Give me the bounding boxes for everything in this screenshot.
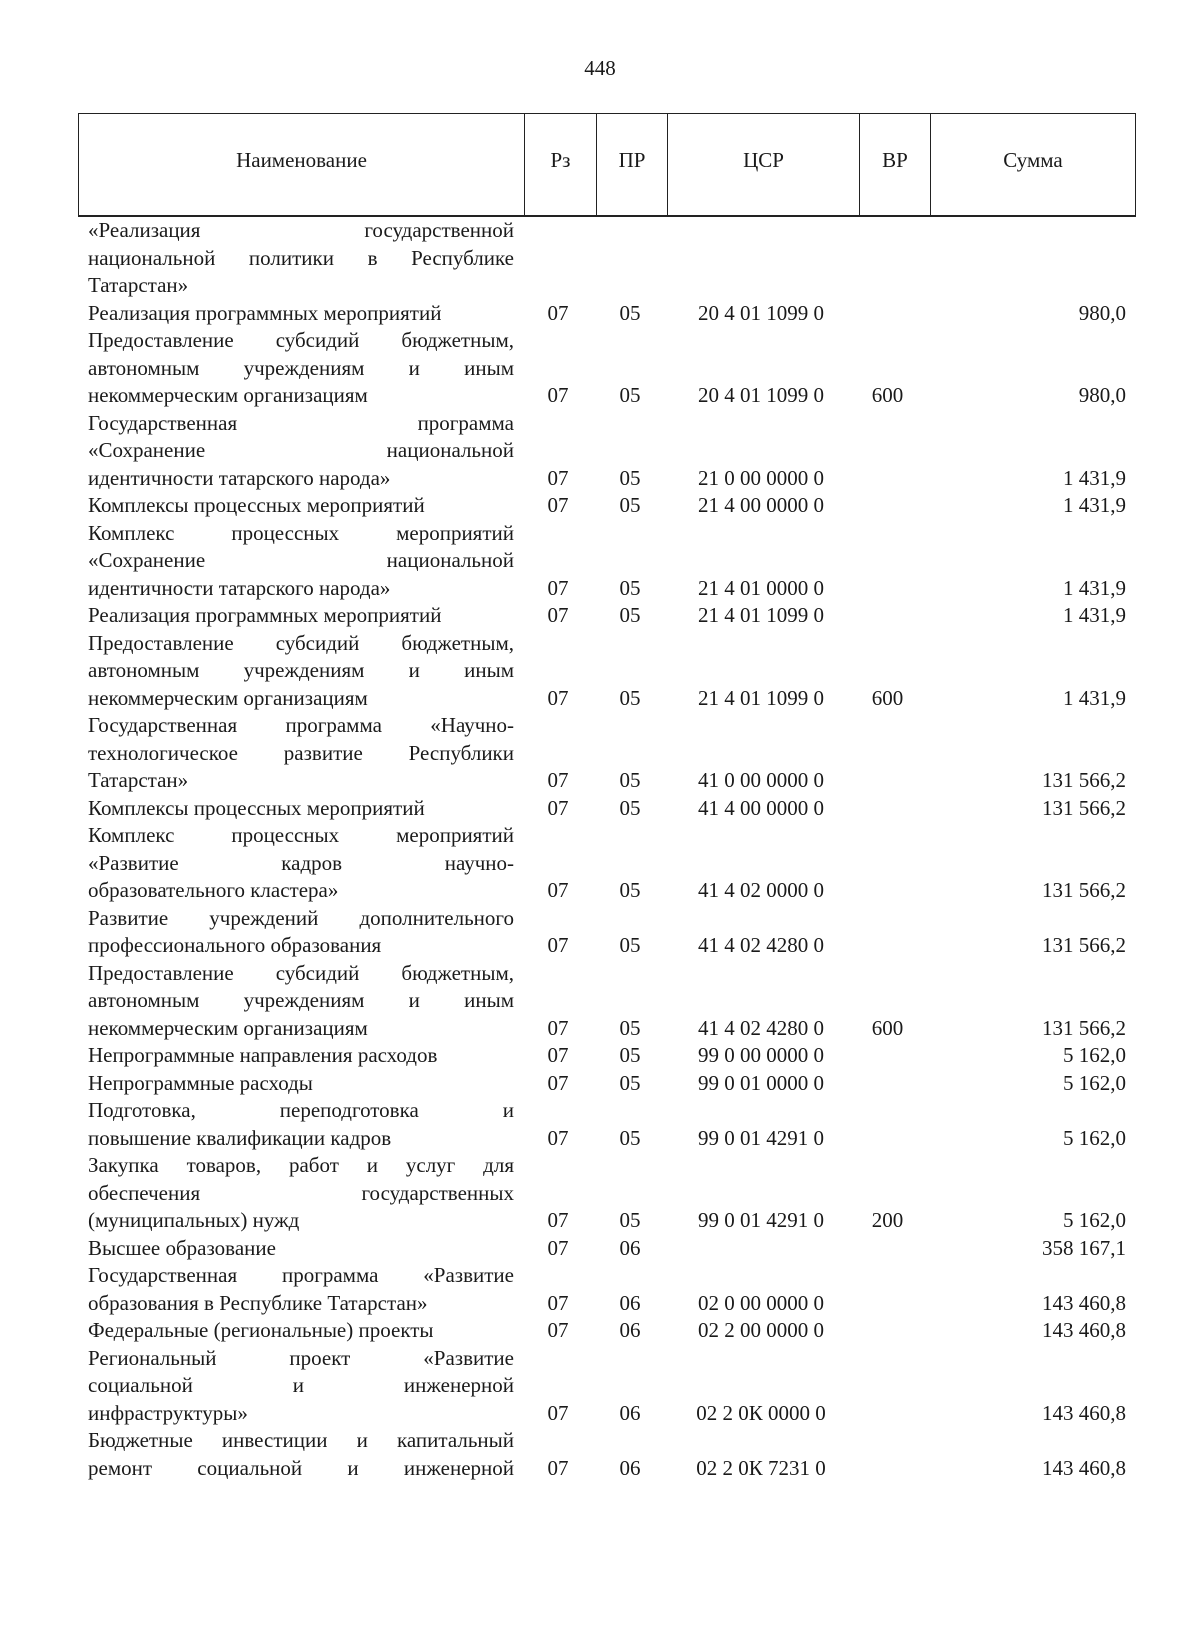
row-pr: 06 <box>619 1235 641 1260</box>
row-pr: 05 <box>619 465 641 490</box>
table-row <box>88 410 1136 493</box>
table-row <box>88 602 1136 630</box>
row-name-line: обеспечения государственных <box>88 1180 514 1205</box>
row-name <box>88 905 514 960</box>
row-name-line: «Реализация государственной <box>88 218 514 242</box>
row-sum: 131 566,2 <box>1042 933 1126 957</box>
row-rz: 07 <box>547 1400 569 1425</box>
header-name: Наименование <box>79 114 525 215</box>
row-pr: 05 <box>619 1070 641 1095</box>
row-name <box>88 1070 514 1098</box>
row-pr: 06 <box>619 1318 641 1342</box>
row-sum: 5 162,0 <box>1063 1070 1126 1095</box>
table-body <box>88 217 1136 1482</box>
row-sum: 143 460,8 <box>1042 1290 1126 1315</box>
row-pr: 05 <box>619 603 641 627</box>
row-name-line: Реализация программных мероприятий <box>88 603 442 627</box>
row-name-line: некоммерческим организациям <box>88 685 368 710</box>
row-pr: 05 <box>619 493 641 517</box>
row-pr: 05 <box>619 1125 641 1150</box>
row-name-line: Предоставление субсидий бюджетным, <box>88 960 514 985</box>
row-name-line: (муниципальных) нужд <box>88 1208 300 1232</box>
row-name-line: Государственная программа «Развитие <box>88 1263 514 1287</box>
row-name-line: Региональный проект «Развитие <box>88 1345 514 1370</box>
row-name <box>88 327 514 410</box>
row-name <box>88 822 514 905</box>
row-name <box>88 712 514 795</box>
row-sum: 1 431,9 <box>1063 685 1126 710</box>
row-vr: 600 <box>871 383 904 407</box>
row-name <box>88 1152 514 1235</box>
row-name-line: автономным учреждениям и иным <box>88 658 514 682</box>
row-name-line: технологическое развитие Республики <box>88 740 514 765</box>
row-name-line: Развитие учреждений дополнительного <box>88 905 514 930</box>
row-name-line: инфраструктуры» <box>88 1400 248 1425</box>
row-name <box>88 492 514 520</box>
row-name-line: «Сохранение национальной <box>88 548 514 572</box>
row-csr: 02 0 00 0000 0 <box>698 1290 824 1315</box>
table-row <box>88 1427 1136 1482</box>
table-row <box>88 905 1136 960</box>
row-name-line: Татарстан» <box>88 768 189 792</box>
row-name <box>88 1317 514 1345</box>
row-pr: 05 <box>619 795 641 820</box>
row-name <box>88 960 514 1043</box>
table-row <box>88 1235 1136 1263</box>
row-csr: 99 0 01 0000 0 <box>698 1070 824 1095</box>
table-header <box>78 113 1136 217</box>
row-sum: 131 566,2 <box>1042 795 1126 820</box>
row-name-line: Комплекс процессных мероприятий <box>88 520 514 545</box>
row-name-line: образовательного кластера» <box>88 878 339 902</box>
row-name <box>88 795 514 823</box>
row-rz: 07 <box>547 685 569 710</box>
row-csr: 99 0 01 4291 0 <box>698 1125 824 1150</box>
row-rz: 07 <box>547 1235 569 1260</box>
row-csr: 02 2 0К 0000 0 <box>696 1400 826 1425</box>
row-pr: 05 <box>619 768 641 792</box>
row-sum: 131 566,2 <box>1042 878 1126 902</box>
row-sum: 143 460,8 <box>1042 1400 1126 1425</box>
row-name-line: Комплексы процессных мероприятий <box>88 795 425 820</box>
row-name-line: Бюджетные инвестиции и капитальный <box>88 1428 514 1452</box>
row-rz: 07 <box>547 878 569 902</box>
header-pr: ПР <box>597 114 668 215</box>
row-pr: 05 <box>619 575 641 600</box>
row-rz: 07 <box>547 795 569 820</box>
row-pr: 05 <box>619 1015 641 1040</box>
row-rz: 07 <box>547 300 569 325</box>
row-csr: 21 4 01 1099 0 <box>698 685 824 710</box>
row-name <box>88 602 514 630</box>
table-row <box>88 1070 1136 1098</box>
row-name <box>88 1262 514 1317</box>
row-rz: 07 <box>547 383 569 407</box>
table-row <box>88 795 1136 823</box>
row-csr: 02 2 0К 7231 0 <box>696 1455 826 1480</box>
row-name <box>88 520 514 603</box>
row-name <box>88 217 514 300</box>
row-pr: 06 <box>619 1455 641 1480</box>
row-rz: 07 <box>547 1070 569 1095</box>
table-row <box>88 217 1136 300</box>
row-name <box>88 1427 514 1482</box>
row-csr: 99 0 00 0000 0 <box>698 1043 824 1067</box>
row-csr: 20 4 01 1099 0 <box>698 300 824 325</box>
table-row <box>88 1097 1136 1152</box>
row-sum: 131 566,2 <box>1042 768 1126 792</box>
table-row <box>88 960 1136 1043</box>
row-name-line: Федеральные (региональные) проекты <box>88 1318 434 1342</box>
row-rz: 07 <box>547 1455 569 1480</box>
page-number: 448 <box>584 56 616 80</box>
row-pr: 05 <box>619 300 641 325</box>
row-rz: 07 <box>547 1125 569 1150</box>
row-sum: 5 162,0 <box>1063 1208 1126 1232</box>
row-name-line: некоммерческим организациям <box>88 383 368 407</box>
row-rz: 07 <box>547 1043 569 1067</box>
row-name <box>88 630 514 713</box>
row-vr: 200 <box>871 1208 904 1232</box>
row-name <box>88 1345 514 1428</box>
row-sum: 143 460,8 <box>1042 1318 1126 1342</box>
row-rz: 07 <box>547 768 569 792</box>
row-pr: 05 <box>619 685 641 710</box>
table-row <box>88 712 1136 795</box>
row-rz: 07 <box>547 575 569 600</box>
row-csr: 99 0 01 4291 0 <box>698 1208 824 1232</box>
row-csr: 20 4 01 1099 0 <box>698 383 824 407</box>
table-row <box>88 1262 1136 1317</box>
header-vr: ВР <box>860 114 931 215</box>
row-pr: 05 <box>619 383 641 407</box>
row-name-line: Непрограммные расходы <box>88 1070 313 1095</box>
row-sum: 1 431,9 <box>1063 493 1126 517</box>
table-row <box>88 630 1136 713</box>
row-csr: 21 0 00 0000 0 <box>698 465 824 490</box>
row-sum: 5 162,0 <box>1063 1043 1126 1067</box>
table-row <box>88 300 1136 328</box>
header-rz: Рз <box>525 114 597 215</box>
header-sum: Сумма <box>1003 148 1063 172</box>
row-name-line: Подготовка, переподготовка и <box>88 1098 514 1122</box>
row-rz: 07 <box>547 465 569 490</box>
row-name <box>88 1235 514 1263</box>
row-csr: 41 0 00 0000 0 <box>698 768 824 792</box>
row-name-line: национальной политики в Республике <box>88 245 514 270</box>
row-name-line: ремонт социальной и инженерной <box>88 1455 514 1480</box>
row-sum: 980,0 <box>1078 300 1126 325</box>
row-rz: 07 <box>547 603 569 627</box>
row-csr: 41 4 02 4280 0 <box>698 933 824 957</box>
row-name-line: Высшее образование <box>88 1235 276 1260</box>
row-vr: 600 <box>871 1015 904 1040</box>
row-sum: 980,0 <box>1078 383 1126 407</box>
header-csr: ЦСР <box>668 114 860 215</box>
row-name-line: социальной и инженерной <box>88 1373 514 1397</box>
row-name-line: Комплекс процессных мероприятий <box>88 823 514 847</box>
row-name-line: идентичности татарского народа» <box>88 575 391 600</box>
row-sum: 1 431,9 <box>1063 465 1126 490</box>
row-csr: 21 4 00 0000 0 <box>698 493 824 517</box>
row-csr: 41 4 00 0000 0 <box>698 795 824 820</box>
row-name-line: Предоставление субсидий бюджетным, <box>88 630 514 655</box>
row-sum: 358 167,1 <box>1042 1235 1126 1260</box>
table-row <box>88 1042 1136 1070</box>
row-name-line: Государственная программа <box>88 410 514 435</box>
row-pr: 05 <box>619 933 641 957</box>
table-row <box>88 1152 1136 1235</box>
row-name-line: Государственная программа «Научно- <box>88 713 514 737</box>
row-name-line: повышение квалификации кадров <box>88 1125 392 1150</box>
row-name-line: Татарстан» <box>88 273 189 297</box>
row-sum: 5 162,0 <box>1063 1125 1126 1150</box>
row-csr: 02 2 00 0000 0 <box>698 1318 824 1342</box>
table-row <box>88 1345 1136 1428</box>
row-csr: 21 4 01 0000 0 <box>698 575 824 600</box>
table-row <box>88 520 1136 603</box>
table-row <box>88 1317 1136 1345</box>
row-name-line: автономным учреждениям и иным <box>88 988 514 1012</box>
row-rz: 07 <box>547 1208 569 1232</box>
row-rz: 07 <box>547 1015 569 1040</box>
row-name <box>88 300 514 328</box>
row-name-line: профессионального образования <box>88 933 382 957</box>
row-name-line: Закупка товаров, работ и услуг для <box>88 1153 514 1177</box>
row-pr: 06 <box>619 1290 641 1315</box>
row-pr: 05 <box>619 1208 641 1232</box>
row-name <box>88 1042 514 1070</box>
row-rz: 07 <box>547 1318 569 1342</box>
row-csr: 21 4 01 1099 0 <box>698 603 824 627</box>
row-name-line: Непрограммные направления расходов <box>88 1043 438 1067</box>
row-pr: 05 <box>619 1043 641 1067</box>
row-csr: 41 4 02 0000 0 <box>698 878 824 902</box>
row-pr: 06 <box>619 1400 641 1425</box>
row-name-line: образования в Республике Татарстан» <box>88 1290 428 1315</box>
row-vr: 600 <box>871 685 904 710</box>
row-name-line: «Развитие кадров научно- <box>88 850 514 875</box>
row-name <box>88 410 514 493</box>
row-name-line: некоммерческим организациям <box>88 1015 368 1040</box>
row-name-line: Комплексы процессных мероприятий <box>88 493 425 517</box>
row-sum: 1 431,9 <box>1063 603 1126 627</box>
row-rz: 07 <box>547 1290 569 1315</box>
row-sum: 1 431,9 <box>1063 575 1126 600</box>
table-row <box>88 822 1136 905</box>
row-rz: 07 <box>547 933 569 957</box>
row-name-line: Предоставление субсидий бюджетным, <box>88 328 514 352</box>
row-pr: 05 <box>619 878 641 902</box>
row-name-line: «Сохранение национальной <box>88 438 514 462</box>
row-sum: 131 566,2 <box>1042 1015 1126 1040</box>
row-name-line: Реализация программных мероприятий <box>88 300 442 325</box>
row-name-line: автономным учреждениям и иным <box>88 355 514 380</box>
table-row <box>88 327 1136 410</box>
row-name-line: идентичности татарского народа» <box>88 465 391 490</box>
row-sum: 143 460,8 <box>1042 1455 1126 1480</box>
row-csr: 41 4 02 4280 0 <box>698 1015 824 1040</box>
row-rz: 07 <box>547 493 569 517</box>
row-name <box>88 1097 514 1152</box>
table-row <box>88 492 1136 520</box>
